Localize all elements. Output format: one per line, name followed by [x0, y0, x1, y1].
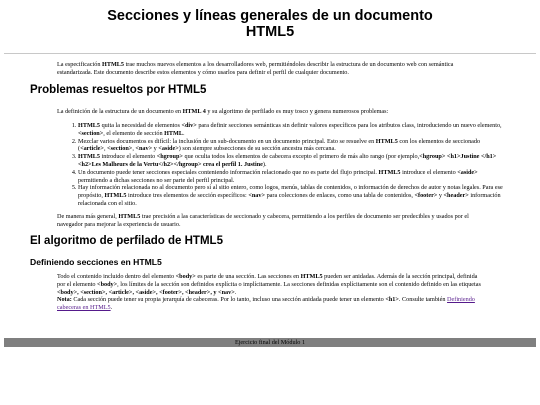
bold: <aside>	[457, 168, 478, 176]
section2-subheading: Definiendo secciones en HTML5	[30, 257, 162, 267]
text: y su algoritmo de perfilado es muy tosco y genera numerosos problemas:	[205, 108, 389, 115]
bold: <div>	[181, 122, 197, 129]
page-title-line2: HTML5	[245, 24, 295, 40]
list-item	[78, 184, 503, 207]
page-title-line1: Secciones y líneas generales de un documento	[107, 8, 433, 24]
section1-conclusion	[57, 213, 487, 229]
page-title	[0, 8, 540, 40]
text: trae precisión a las características de seccionado y cabecera, permitiendo a los perfiles de documento ser predecibles y usados por el navegador para mejorar la experiencia de usuario.	[57, 213, 469, 228]
text: Un documento puede tener secciones especiales conteniendo información relacionado que no es parte del flujo principal.	[78, 168, 379, 176]
bold: <footer>	[414, 192, 438, 200]
section2-paragraph	[57, 273, 487, 312]
text: , el elemento de sección	[103, 129, 165, 137]
footer: Ejercicio final del Módulo 1	[4, 338, 536, 347]
text: que oculta todos los elementos de cabecera excepto el primero de más alto rango (por ejemplo,	[182, 153, 420, 161]
bold: <body>, <section>, <article>, <aside>, <footer>, <header>, y <nav>	[57, 288, 235, 296]
bold: <section>	[107, 145, 133, 153]
text: .	[234, 288, 237, 296]
text: introduce el elemento	[100, 153, 157, 161]
note-label: Nota:	[57, 296, 72, 304]
text: introduce el elemento	[400, 168, 458, 176]
text: información relacionada con el sitio.	[78, 192, 501, 207]
text: pueden ser anidadas. Además de la sección principal, definida por el elemento	[57, 273, 478, 288]
bold: HTML5	[78, 153, 101, 161]
bold: <nav>	[135, 145, 153, 153]
text: para definir secciones semánticas sin definir valores específicos para los atributos class, introduciendo un nuevo elemento,	[196, 122, 502, 129]
bold: HTML5	[118, 213, 141, 220]
text: introduce tres elementos de sección específicos:	[126, 192, 249, 200]
bold: HTML5	[378, 168, 401, 176]
text: es parte de una sección. Las secciones en	[195, 273, 301, 280]
text: ) son siempre subsecciones de su sección ancestra más cercana.	[178, 145, 336, 153]
text: y	[437, 192, 444, 200]
problems-list	[68, 122, 503, 208]
text: Hay información relacionada no al documento pero sí al sitio entero, como logos, menús, tablas de contenidos, o información de derechos de autor y notas legales. Para ese propósito,	[78, 184, 503, 200]
section2-heading: El algoritmo de perfilado de HTML5	[30, 235, 223, 247]
list-item	[78, 122, 503, 138]
bold: <hgroup>	[156, 153, 183, 161]
intro-text: La especificación	[57, 61, 103, 68]
bold: HTML	[164, 129, 184, 137]
divider	[4, 53, 536, 54]
bold: HTML5	[300, 273, 323, 280]
list-item	[78, 153, 503, 169]
text: , los límites de la sección son definidos explícita o implícitamente. La secciones definidas explícitamente son el contenido definido en las etiquetas	[117, 280, 481, 288]
bold: <section>	[78, 129, 104, 137]
text: para colecciones de enlaces, como una tabla de contenidos,	[265, 192, 415, 200]
text: permitiendo a dichas secciones no ser parte del perfil principal.	[78, 176, 235, 184]
intro-bold: HTML5	[102, 61, 125, 68]
bold: <aside>	[158, 145, 179, 153]
text: De manera más general,	[57, 213, 119, 220]
text: y	[152, 145, 159, 153]
text: La definición de la estructura de un documento en	[57, 108, 183, 115]
bold: <header>	[443, 192, 469, 200]
bold: <body>	[175, 273, 196, 280]
text: Cada sección puede tener su propia jerarquía de cabeceras. Por lo tanto, incluso una sección anidada puede tener un elemento	[71, 296, 386, 304]
text: Mezclar varios documentos es difícil: la inclusión de un sub-documento en un documento principal. Esto se resuelve en	[78, 137, 376, 145]
text: ).	[262, 160, 267, 168]
text: .	[110, 304, 113, 312]
bold: HTML5	[375, 137, 398, 145]
bold: HTML5	[104, 192, 127, 200]
text: . Consulte también	[398, 296, 448, 304]
section1-heading: Problemas resueltos por HTML5	[30, 84, 207, 96]
bold: <hgroup> <h1>Justine </h1> <h2>Les Malheurs de la Vertu</h2></hgroup> crea el perfil 1. Justine	[78, 153, 497, 168]
bold: HTML 4	[182, 108, 206, 115]
bold: <body>	[97, 280, 118, 288]
intro-paragraph	[57, 61, 487, 77]
bold: <h1>	[385, 296, 399, 304]
intro-text: trae muchos nuevos elementos a los desarrolladores web, permitiéndoles describir la estructura de un documento web con semántica estandarizada. Este documento describe estos elementos y cómo usarlos para definir el perfil de cualquier documento.	[57, 61, 454, 76]
bold: <nav>	[248, 192, 266, 200]
text: ,	[132, 145, 136, 153]
headings-link[interactable]: Definiendo cabeceras en HTML5	[57, 296, 475, 312]
text: .	[183, 129, 185, 137]
text: Todo el contenido incluido dentro del elemento	[57, 273, 176, 280]
text: con los elementos de seccionado (	[78, 137, 481, 153]
list-item	[78, 169, 503, 185]
bold: <article>	[80, 145, 104, 153]
text: ,	[103, 145, 108, 153]
section1-intro	[57, 108, 487, 116]
bold: HTML5	[78, 122, 101, 129]
text: quita la necesidad de elementos	[100, 122, 182, 129]
list-item	[78, 138, 503, 154]
